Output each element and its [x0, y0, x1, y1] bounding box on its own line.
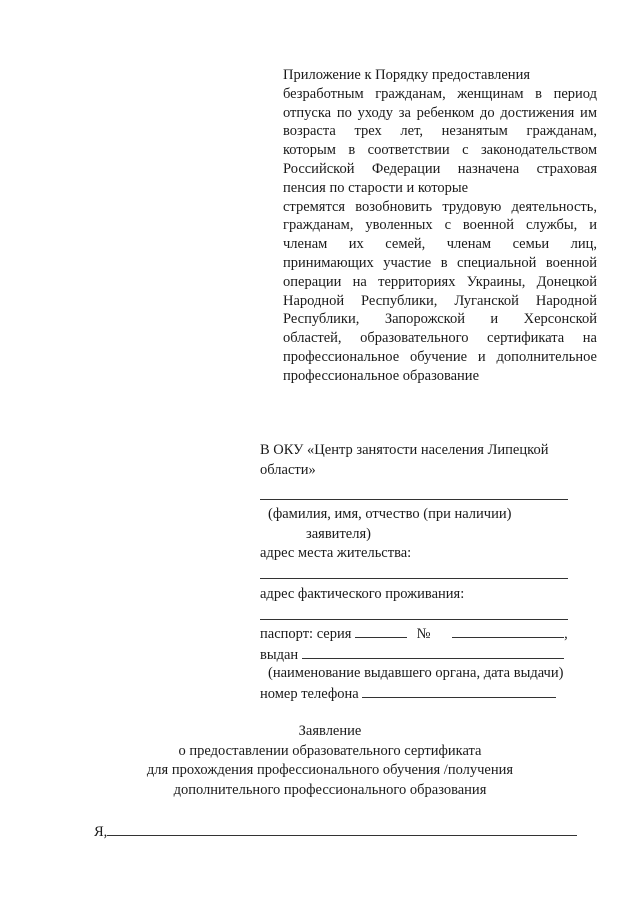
appendix-line: профессиональное образование	[283, 367, 480, 384]
recipient-block	[260, 441, 572, 480]
issued-label: выдан	[260, 647, 299, 663]
residence-field-line[interactable]	[260, 578, 568, 579]
phone-row	[260, 684, 556, 703]
appendix-line: членам их семей, членам семьи лиц,	[283, 236, 597, 253]
statement-line-3: дополнительного профессионального образования	[173, 781, 487, 798]
appendix-line: возраста трех лет, незанятым гражданам,	[283, 123, 597, 140]
appendix-header	[283, 66, 597, 386]
applicant-line	[94, 822, 577, 841]
appendix-line: которым в соответствии с законодательством	[283, 142, 597, 159]
statement-line-2: для прохождения профессионального обучения /получения	[146, 762, 514, 778]
passport-number-field[interactable]	[452, 624, 564, 638]
fio-field-line[interactable]	[260, 499, 568, 500]
passport-comma: ,	[564, 626, 568, 642]
statement-line-1: о предоставлении образовательного сертификата	[178, 742, 482, 759]
appendix-line: операции на территориях Украины, Донецкой	[283, 273, 597, 290]
passport-row	[260, 624, 568, 643]
statement-title-block	[130, 722, 530, 800]
appendix-line: стремятся возобновить трудовую деятельность,	[283, 198, 597, 215]
appendix-line: принимающих участие в специальной военной	[283, 254, 597, 271]
appendix-line: гражданам, уволенных с военной службы, и	[283, 217, 597, 234]
residence-label: адрес места жительства:	[260, 545, 412, 561]
appendix-line: отпуска по уходу за ребенком до достижения им	[283, 104, 597, 121]
appendix-line: безработным гражданам, женщинам в период	[283, 85, 597, 102]
recipient-line-1: В ОКУ «Центр занятости населения Липецкой	[260, 442, 549, 458]
applicant-name-field[interactable]	[107, 822, 577, 836]
passport-series-label: паспорт: серия	[260, 626, 352, 642]
phone-label: номер телефона	[260, 686, 359, 702]
appendix-line: профессиональное обучение и дополнительное	[283, 348, 597, 365]
fio-hint-line-2: заявителя)	[306, 526, 371, 542]
actual-address-label: адрес фактического проживания:	[260, 586, 465, 602]
fio-hint-2	[306, 526, 371, 543]
appendix-line: пенсия по старости и которые	[283, 179, 469, 196]
appendix-line: областей, образовательного сертификата на	[283, 330, 597, 347]
appendix-line: Приложение к Порядку предоставления	[283, 67, 530, 83]
actual-address-field-line[interactable]	[260, 619, 568, 620]
appendix-line: Народной Республики, Луганской Народной	[283, 292, 597, 309]
appendix-line: Российской Федерации назначена страховая	[283, 160, 597, 177]
recipient-line-2: области»	[260, 461, 316, 478]
issued-row	[260, 645, 564, 664]
passport-number-sign: №	[416, 626, 431, 642]
issuer-hint: (наименование выдавшего органа, дата выдачи)	[268, 665, 564, 681]
passport-series-field[interactable]	[355, 624, 407, 638]
phone-field[interactable]	[362, 684, 556, 698]
ya-label: Я,	[94, 824, 108, 840]
appendix-line: Республики, Запорожской и Херсонской	[283, 311, 597, 328]
fio-hint-line-1: (фамилия, имя, отчество (при наличии)	[268, 506, 512, 522]
statement-title: Заявление	[298, 723, 362, 739]
issued-field[interactable]	[302, 645, 564, 659]
fio-hint	[268, 506, 511, 523]
